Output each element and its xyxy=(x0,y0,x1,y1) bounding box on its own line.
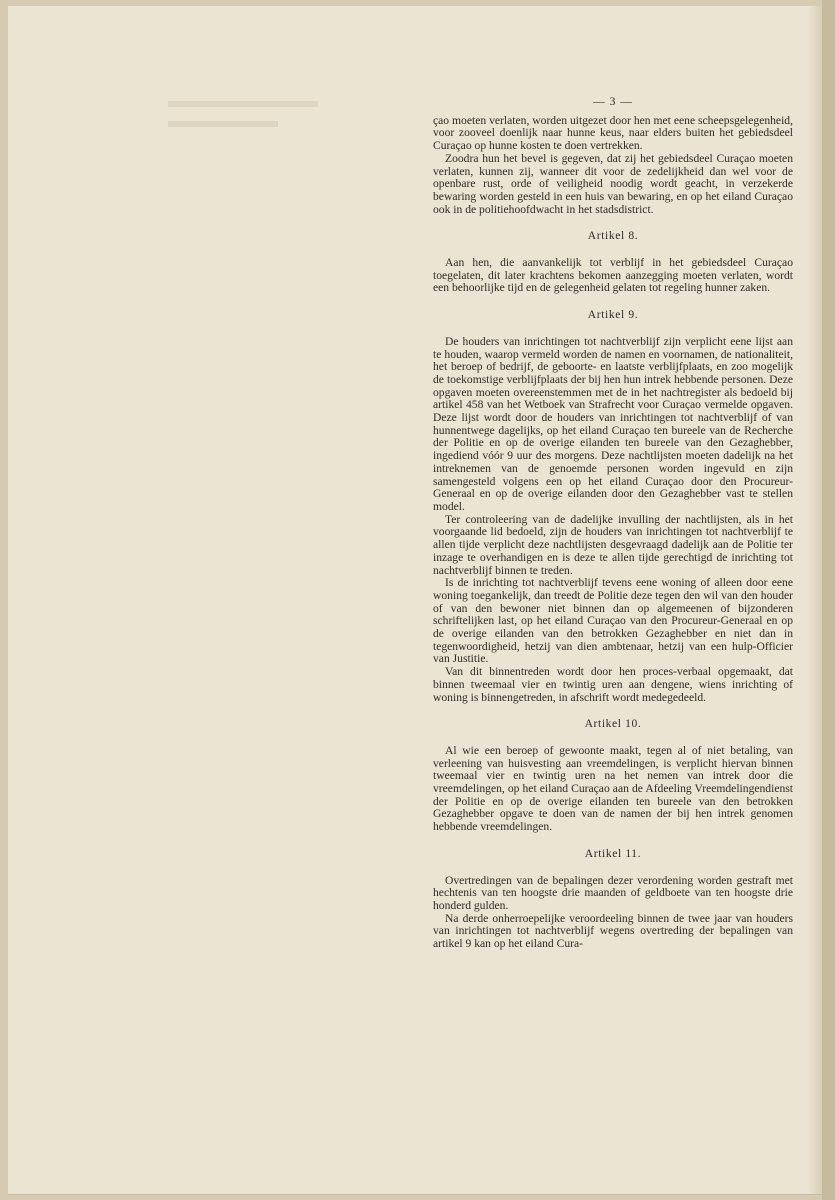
paragraph: Aan hen, die aanvankelijk tot verblijf in het gebiedsdeel Curaçao toegelaten, dit later krachtens bekomen aanzegging moeten verlaten, wordt een behoorlijke tijd en de gelegenheid gelaten tot regeling hunner zaken. xyxy=(433,256,793,295)
paragraph: De houders van inrichtingen tot nachtverblijf zijn verplicht eene lijst aan te houden, waarop vermeld worden de namen en voornamen, de nationaliteit, het beroep of bedrijf, de geboorte- en laatste verblijfplaats, en zoo mogelijk de toekomstige verblijfplaats der bij hen hun intrek hebbende personen. Deze opgaven moeten overeenstemmen met de in het nachtregister als bedoeld bij artikel 458 van het Wetboek van Strafrecht voor Curaçao vermelde opgaven. Deze lijst wordt door de houders van inrichtingen tot nachtverblijf of van hunnentwege dagelijks, op het eiland Curaçao ten bureele van de Recherche der Politie en op de overige eilanden ten bureele van den Gezaghebber, ingediend vóór 9 uur des morgens. Deze nachtlijsten moeten dadelijk na het intreknemen van de genoemde personen worden ingevuld en zijn samengesteld volgens een op het eiland Curaçao door den Procureur-Generaal en op de overige eilanden door den Gezaghebber vast te stellen model. xyxy=(433,334,793,513)
paragraph: Al wie een beroep of gewoonte maakt, tegen al of niet betaling, van verleening van huisvesting aan vreemdelingen, is verplicht hiervan binnen tweemaal vier en twintig uren na het nemen van intrek door die vreemdelingen, op het eiland Curaçao aan de Afdeeling Vreemdelingendienst der Politie en op de overige eilanden ten bureele van den betrokken Gezaghebber opgave te doen van de namen der bij hen intrek genomen hebbende vreemdelingen. xyxy=(433,743,793,834)
page-number: — 3 — xyxy=(593,95,633,108)
article-heading-11: Artikel 11. xyxy=(584,846,642,860)
bleed-through-decoration xyxy=(168,91,388,127)
paragraph: çao moeten verlaten, worden uitgezet door hen met eene scheepsgelegenheid, voor zooveel doenlijk naar hunne keus, naar elders buiten het gebiedsdeel Curaçao op hunne kosten te doen vertrekken. xyxy=(433,113,793,153)
article-heading-10: Artikel 10. xyxy=(584,717,642,731)
page-edge-shadow xyxy=(808,6,822,1194)
paragraph: Van dit binnentreden wordt door hen proces-verbaal opgemaakt, dat binnen tweemaal vier en twintig uren aan dengene, wiens inrichting of woning is binnengetreden, in afschrift wordt medegedeeld. xyxy=(433,665,793,704)
paragraph: Overtredingen van de bepalingen dezer verordening worden gestraft met hechtenis van ten hoogste drie maanden of geldboete van ten hoogste drie honderd gulden. xyxy=(433,873,793,912)
bleed-bar xyxy=(168,101,318,107)
scan-margin xyxy=(822,0,835,1200)
article-heading-9: Artikel 9. xyxy=(587,308,639,322)
paragraph: Ter controleering van de dadelijke invulling der nachtlijsten, als in het voorgaande lid bedoeld, zijn de houders van inrichtingen tot nachtverblijf te allen tijde verplicht deze nachtlijsten desgevraagd dadelijk aan de Politie ter inzage te overhandigen en is deze te allen tijde gerechtigd de inrichting tot nachtverblijf binnen te treden. xyxy=(433,512,793,577)
paragraph: Is de inrichting tot nachtverblijf tevens eene woning of alleen door eene woning toegankelijk, dan treedt de Politie deze tegen den wil van den houder of van den bewoner niet binnen dan op algemeenen of bijzonderen schriftelijken last, op het eiland Curaçao van den Procureur-Generaal en op de overige eilanden van den betrokken Gezaghebber en niet dan in tegenwoordigheid, hetzij van dien ambtenaar, hetzij van een hulp-Officier van Justitie. xyxy=(433,576,793,666)
paragraph: Zoodra hun het bevel is gegeven, dat zij het gebiedsdeel Curaçao moeten verlaten, kunnen zij, wanneer dit voor de zedelijkheid dan wel voor de openbare rust, orde of veiligheid noodig wordt geacht, in verzekerde bewaring worden gesteld in een huis van bewaring, en op het eiland Curaçao ook in de politiehoofdwacht in het stadsdistrict. xyxy=(433,151,793,216)
paragraph: Na derde onherroepelijke veroordeeling binnen de twee jaar van houders van inrichtingen tot nachtverblijf wegens overtreding der bepalingen van artikel 9 kan op het eiland Cura- xyxy=(433,911,793,951)
document-page xyxy=(8,6,822,1194)
bleed-bar xyxy=(168,121,278,127)
text-column xyxy=(433,96,793,951)
article-heading-8: Artikel 8. xyxy=(587,229,639,243)
